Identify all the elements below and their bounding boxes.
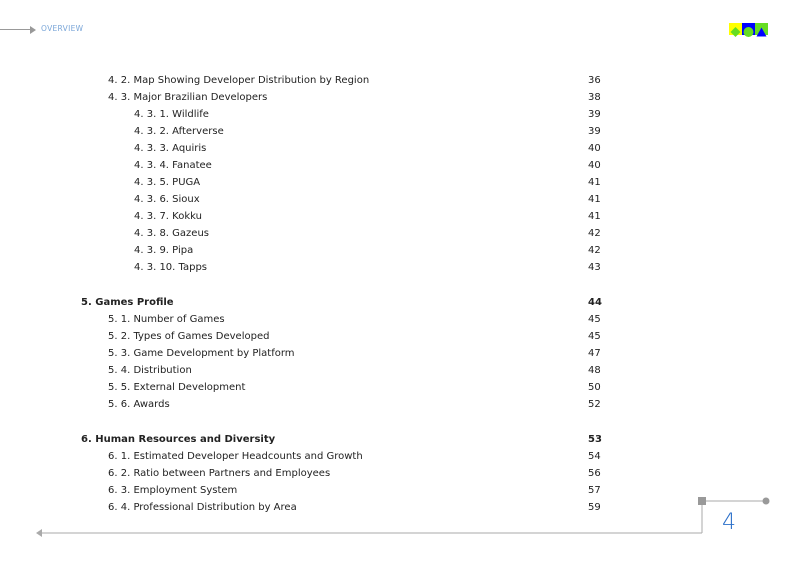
toc-entry-label: 4. 3. 1. Wildlife (134, 109, 209, 120)
toc-entry-page: 41 (588, 177, 601, 188)
toc-entry-label: 5. Games Profile (81, 297, 174, 308)
toc-entry-page: 43 (588, 262, 601, 273)
toc-entry-page: 56 (588, 468, 601, 479)
toc-entry-page: 41 (588, 211, 601, 222)
toc-entry-page: 42 (588, 228, 601, 239)
toc-entry-label: 4. 3. Major Brazilian Developers (108, 92, 268, 103)
toc-entry-page: 41 (588, 194, 601, 205)
toc-entry-label: 6. 1. Estimated Developer Headcounts and Growth (108, 451, 363, 462)
toc-entry-label: 6. 3. Employment System (108, 485, 238, 496)
toc-entry-page: 54 (588, 451, 601, 462)
toc-entry-label: 5. 2. Types of Games Developed (108, 331, 270, 342)
toc-entry-label: 6. 2. Ratio between Partners and Employees (108, 468, 331, 479)
toc-entry-label: 6. Human Resources and Diversity (81, 434, 276, 445)
toc-entry-label: 5. 3. Game Development by Platform (108, 348, 295, 359)
toc-entry-page: 57 (588, 485, 601, 496)
toc-entry-label: 5. 6. Awards (108, 399, 170, 410)
toc-entry-label: 5. 5. External Development (108, 382, 246, 393)
toc-entry-label: 4. 3. 6. Sioux (134, 194, 200, 205)
toc-entry-page: 45 (588, 314, 601, 325)
toc-entry-label: 4. 3. 2. Afterverse (134, 126, 224, 137)
toc-entry-page: 36 (588, 75, 601, 86)
section-label: OVERVIEW (41, 24, 84, 33)
toc-entry-label: 4. 3. 8. Gazeus (134, 228, 209, 239)
toc-entry-page: 39 (588, 126, 601, 137)
toc-entry-label: 4. 2. Map Showing Developer Distribution by Region (108, 75, 370, 86)
toc-entry-label: 4. 3. 3. Aquiris (134, 143, 207, 154)
toc-entry-page: 45 (588, 331, 601, 342)
toc-entry-page: 38 (588, 92, 601, 103)
toc-entry-label: 4. 3. 5. PUGA (134, 177, 201, 188)
page-number: 4 (722, 510, 736, 535)
toc-entry-label: 4. 3. 7. Kokku (134, 211, 202, 222)
toc-entry-page: 40 (588, 160, 601, 171)
toc-entry-label: 6. 4. Professional Distribution by Area (108, 502, 297, 513)
toc-entry-page: 50 (588, 382, 601, 393)
toc-entry-label: 4. 3. 10. Tapps (134, 262, 208, 273)
toc-entry-page: 47 (588, 348, 601, 359)
toc-entry-page: 59 (588, 502, 601, 513)
toc-entry-page: 48 (588, 365, 601, 376)
toc-entry-page: 44 (588, 297, 602, 308)
toc-entry-label: 5. 1. Number of Games (108, 314, 225, 325)
toc-entry-page: 53 (588, 434, 602, 445)
toc-entry-label: 4. 3. 4. Fanatee (134, 160, 212, 171)
toc-entry-page: 52 (588, 399, 601, 410)
toc-entry-page: 40 (588, 143, 601, 154)
toc-entry-label: 5. 4. Distribution (108, 365, 192, 376)
toc-entry-page: 42 (588, 245, 601, 256)
toc-entry-page: 39 (588, 109, 601, 120)
toc-entry-label: 4. 3. 9. Pipa (134, 245, 194, 256)
